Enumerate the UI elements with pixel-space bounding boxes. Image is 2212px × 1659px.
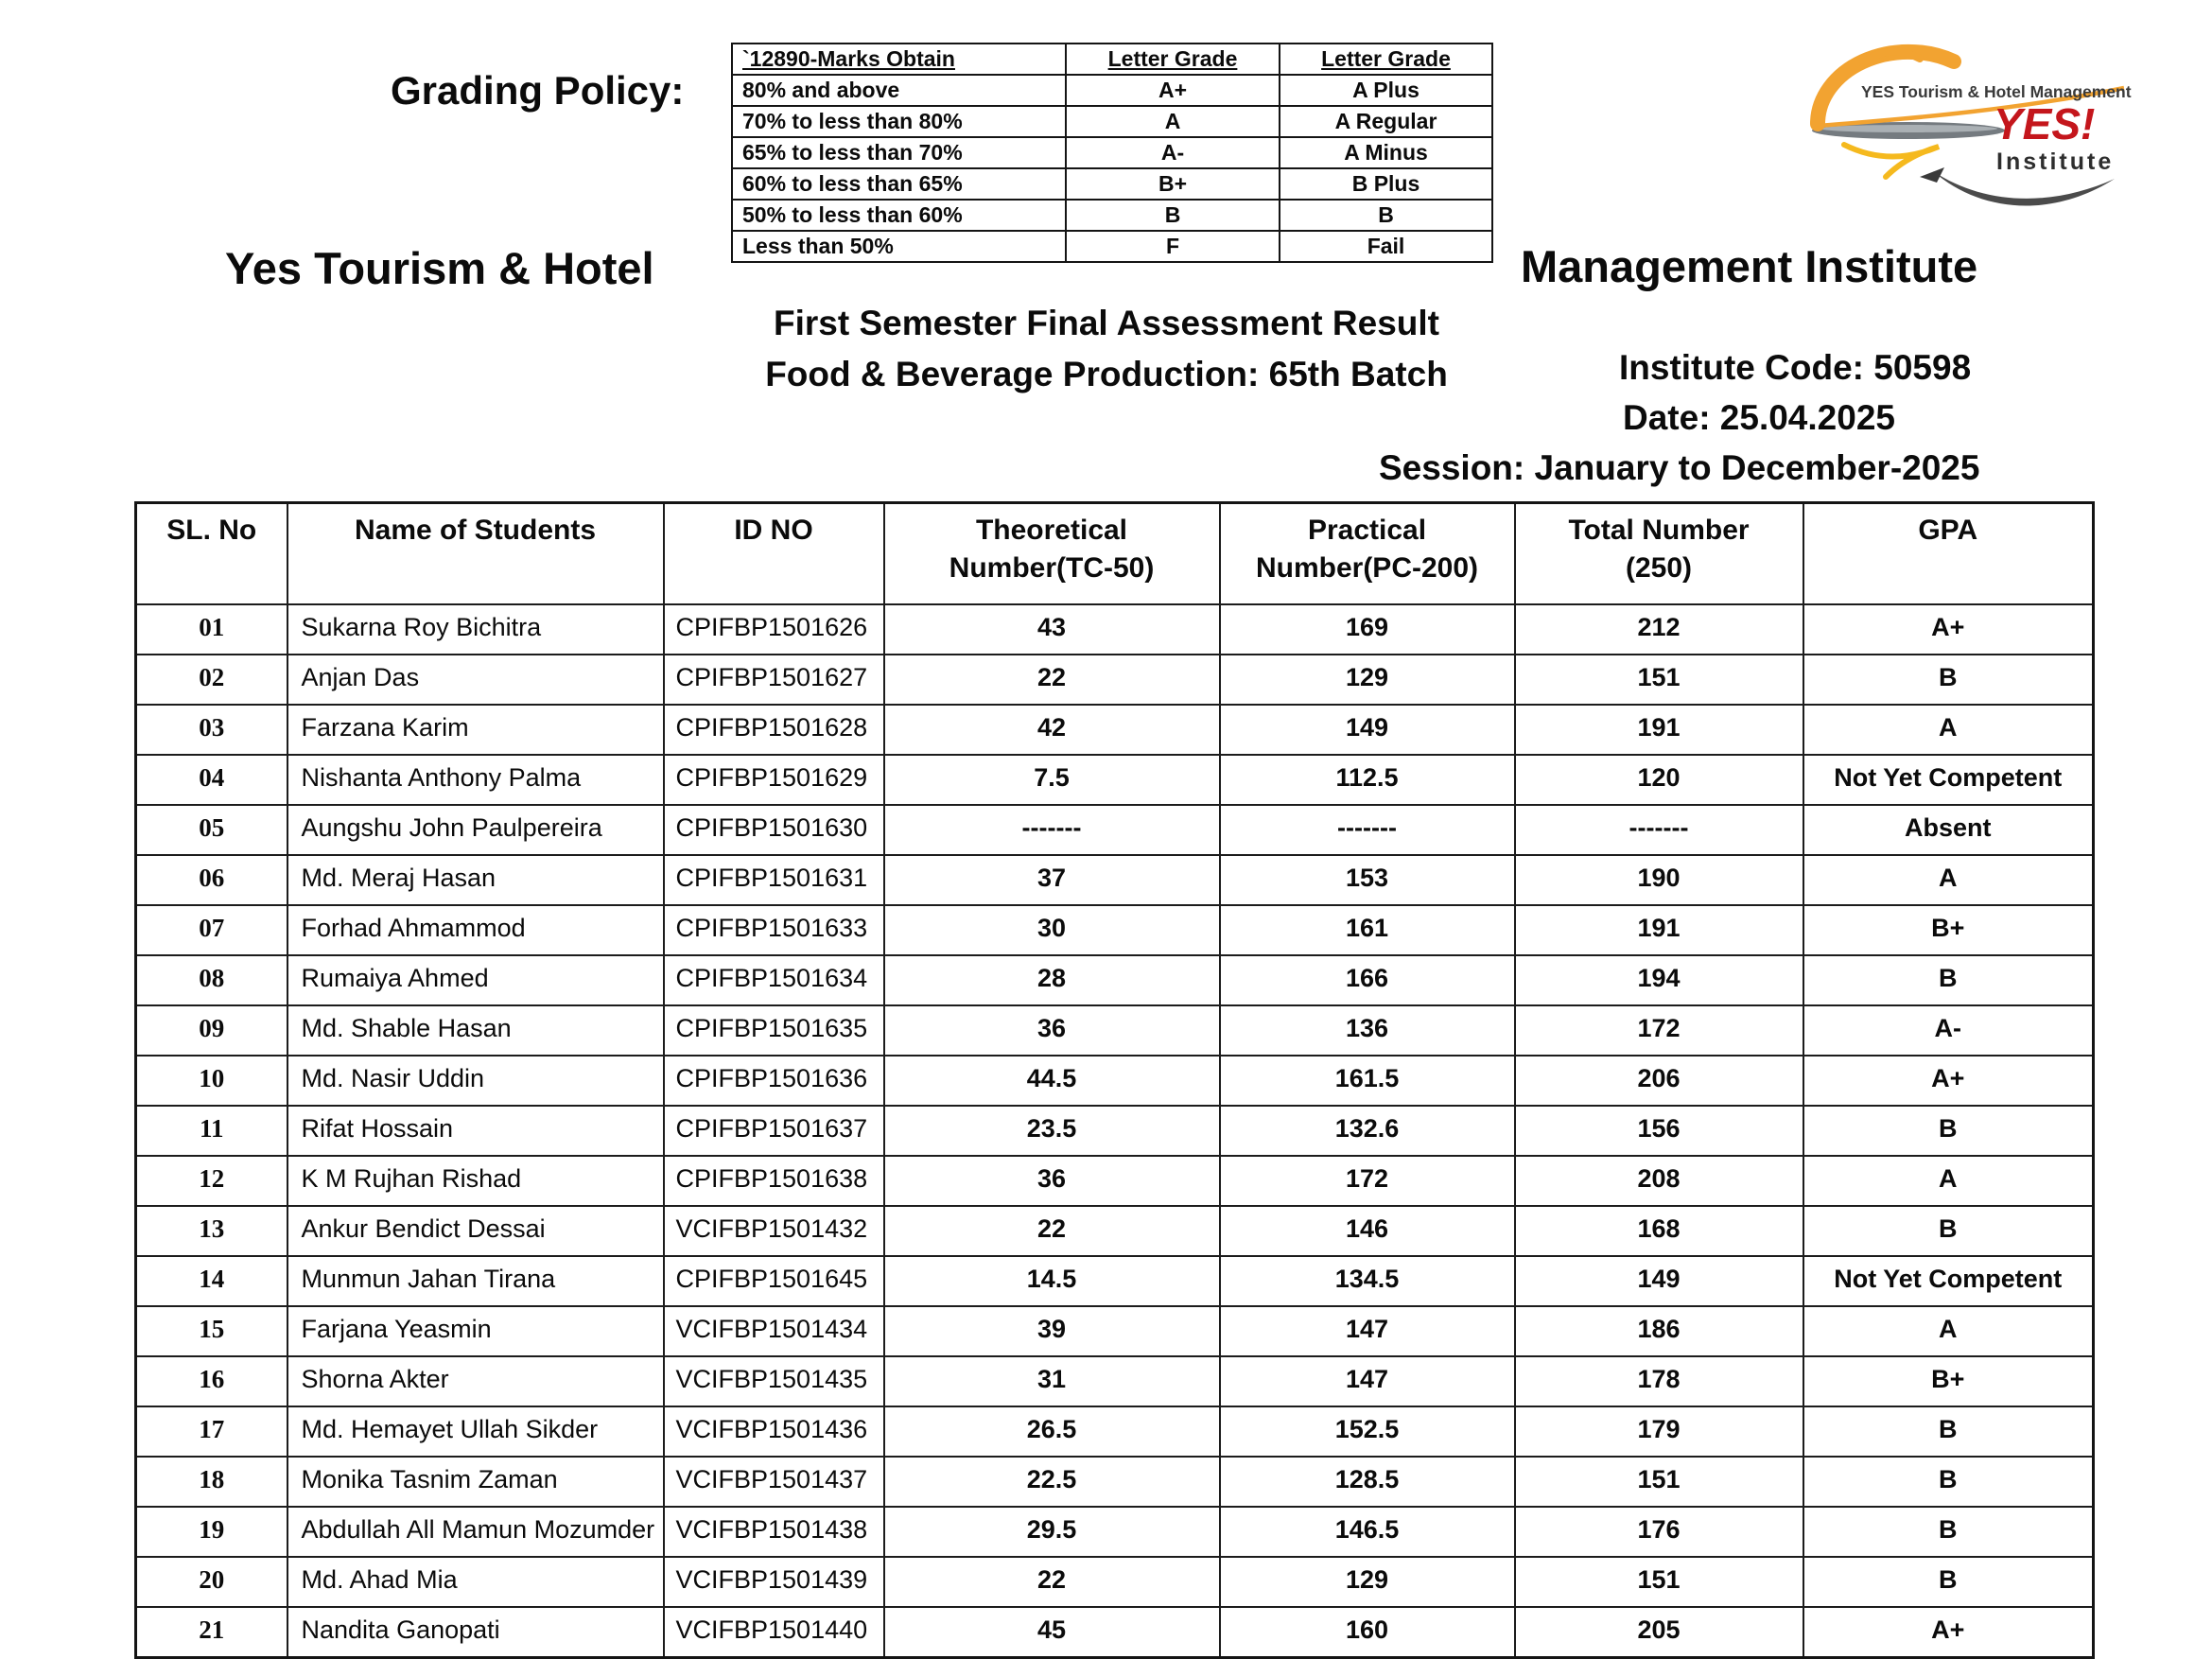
student-id-cell: VCIFBP1501439 bbox=[664, 1557, 884, 1607]
logo-fork-tip bbox=[1920, 167, 1944, 183]
student-name-cell: Rumaiya Ahmed bbox=[287, 955, 664, 1005]
table-row bbox=[136, 1507, 2094, 1557]
student-name-cell: Md. Meraj Hasan bbox=[287, 855, 664, 905]
student-id-cell: VCIFBP1501436 bbox=[664, 1406, 884, 1457]
gpa-cell: B bbox=[1803, 1457, 2094, 1507]
grade-word-cell: A Regular bbox=[1280, 106, 1492, 137]
table-row bbox=[136, 955, 2094, 1005]
student-id-cell: CPIFBP1501637 bbox=[664, 1106, 884, 1156]
gpa-cell: A bbox=[1803, 855, 2094, 905]
theoretical-cell: 36 bbox=[884, 1156, 1220, 1206]
total-cell: 206 bbox=[1515, 1056, 1803, 1106]
logo-plate-highlight bbox=[1820, 125, 1997, 132]
theoretical-cell: 29.5 bbox=[884, 1507, 1220, 1557]
sl-cell: 06 bbox=[136, 855, 287, 905]
student-name-cell: Munmun Jahan Tirana bbox=[287, 1256, 664, 1306]
student-name-cell: Md. Hemayet Ullah Sikder bbox=[287, 1406, 664, 1457]
practical-cell: 147 bbox=[1220, 1306, 1515, 1356]
grading-row bbox=[732, 231, 1492, 262]
grade-range-cell: 60% to less than 65% bbox=[732, 168, 1066, 200]
letter-grade-cell: A- bbox=[1066, 137, 1280, 168]
sl-cell: 14 bbox=[136, 1256, 287, 1306]
student-id-cell: VCIFBP1501438 bbox=[664, 1507, 884, 1557]
grading-row bbox=[732, 106, 1492, 137]
theoretical-cell: 43 bbox=[884, 604, 1220, 655]
theoretical-cell: 45 bbox=[884, 1607, 1220, 1658]
table-row bbox=[136, 805, 2094, 855]
student-id-cell: CPIFBP1501635 bbox=[664, 1005, 884, 1056]
total-cell: 205 bbox=[1515, 1607, 1803, 1658]
student-id-cell: VCIFBP1501437 bbox=[664, 1457, 884, 1507]
table-row bbox=[136, 755, 2094, 805]
table-row bbox=[136, 1356, 2094, 1406]
practical-cell: 153 bbox=[1220, 855, 1515, 905]
practical-cell: 129 bbox=[1220, 655, 1515, 705]
grade-word-cell: A Minus bbox=[1280, 137, 1492, 168]
grade-range-cell: 80% and above bbox=[732, 75, 1066, 106]
col-header-name: Name of Students bbox=[287, 503, 664, 605]
total-cell: 176 bbox=[1515, 1507, 1803, 1557]
sl-cell: 15 bbox=[136, 1306, 287, 1356]
practical-cell: 132.6 bbox=[1220, 1106, 1515, 1156]
practical-cell: 161.5 bbox=[1220, 1056, 1515, 1106]
total-cell: 191 bbox=[1515, 705, 1803, 755]
student-name-cell: Md. Nasir Uddin bbox=[287, 1056, 664, 1106]
student-id-cell: VCIFBP1501435 bbox=[664, 1356, 884, 1406]
student-name-cell: Forhad Ahmammod bbox=[287, 905, 664, 955]
sl-cell: 04 bbox=[136, 755, 287, 805]
practical-cell: 161 bbox=[1220, 905, 1515, 955]
col-header-sl-no: SL. No bbox=[136, 503, 287, 605]
student-name-cell: Farjana Yeasmin bbox=[287, 1306, 664, 1356]
practical-cell: 112.5 bbox=[1220, 755, 1515, 805]
sl-cell: 03 bbox=[136, 705, 287, 755]
theoretical-cell: 22 bbox=[884, 1557, 1220, 1607]
session-text: Session: January to December-2025 bbox=[1379, 448, 1980, 487]
grade-word-cell: Fail bbox=[1280, 231, 1492, 262]
gpa-cell: Absent bbox=[1803, 805, 2094, 855]
total-cell: 186 bbox=[1515, 1306, 1803, 1356]
results-table bbox=[134, 501, 2095, 1659]
grading-header-letter-grade: Letter Grade bbox=[1066, 44, 1280, 75]
grade-word-cell: B bbox=[1280, 200, 1492, 231]
table-row bbox=[136, 1256, 2094, 1306]
student-id-cell: CPIFBP1501634 bbox=[664, 955, 884, 1005]
student-name-cell: Nishanta Anthony Palma bbox=[287, 755, 664, 805]
student-name-cell: Abdullah All Mamun Mozumder bbox=[287, 1507, 664, 1557]
gpa-cell: A bbox=[1803, 1306, 2094, 1356]
theoretical-cell: ------- bbox=[884, 805, 1220, 855]
student-id-cell: CPIFBP1501626 bbox=[664, 604, 884, 655]
sl-cell: 07 bbox=[136, 905, 287, 955]
sl-cell: 19 bbox=[136, 1507, 287, 1557]
table-row bbox=[136, 1306, 2094, 1356]
student-name-cell: Aungshu John Paulpereira bbox=[287, 805, 664, 855]
total-cell: 120 bbox=[1515, 755, 1803, 805]
table-row bbox=[136, 1005, 2094, 1056]
grade-word-cell: B Plus bbox=[1280, 168, 1492, 200]
total-cell: 151 bbox=[1515, 655, 1803, 705]
practical-cell: 149 bbox=[1220, 705, 1515, 755]
student-id-cell: CPIFBP1501629 bbox=[664, 755, 884, 805]
student-id-cell: VCIFBP1501434 bbox=[664, 1306, 884, 1356]
theoretical-cell: 44.5 bbox=[884, 1056, 1220, 1106]
table-row bbox=[136, 705, 2094, 755]
result-date: Date: 25.04.2025 bbox=[1623, 398, 1895, 437]
sl-cell: 21 bbox=[136, 1607, 287, 1658]
gpa-cell: Not Yet Competent bbox=[1803, 1256, 2094, 1306]
theoretical-cell: 36 bbox=[884, 1005, 1220, 1056]
gpa-cell: B+ bbox=[1803, 905, 2094, 955]
theoretical-cell: 39 bbox=[884, 1306, 1220, 1356]
student-id-cell: CPIFBP1501638 bbox=[664, 1156, 884, 1206]
table-row bbox=[136, 1106, 2094, 1156]
logo-top-text: YES Tourism & Hotel Management bbox=[1861, 82, 2132, 101]
practical-cell: 129 bbox=[1220, 1557, 1515, 1607]
total-cell: 149 bbox=[1515, 1256, 1803, 1306]
theoretical-cell: 37 bbox=[884, 855, 1220, 905]
student-id-cell: CPIFBP1501631 bbox=[664, 855, 884, 905]
theoretical-cell: 22 bbox=[884, 1206, 1220, 1256]
institute-title-right: Management Institute bbox=[1521, 241, 1978, 291]
table-row bbox=[136, 655, 2094, 705]
logo-institute-text: Institute bbox=[1996, 148, 2115, 175]
grade-range-cell: Less than 50% bbox=[732, 231, 1066, 262]
results-header-row bbox=[136, 503, 2094, 605]
total-cell: 212 bbox=[1515, 604, 1803, 655]
total-cell: 190 bbox=[1515, 855, 1803, 905]
gpa-cell: B bbox=[1803, 1507, 2094, 1557]
table-row bbox=[136, 1056, 2094, 1106]
letter-grade-cell: B bbox=[1066, 200, 1280, 231]
student-name-cell: Monika Tasnim Zaman bbox=[287, 1457, 664, 1507]
assessment-title: First Semester Final Assessment Result bbox=[774, 304, 1439, 342]
theoretical-cell: 22 bbox=[884, 655, 1220, 705]
subtitle-block bbox=[605, 298, 1608, 400]
student-id-cell: CPIFBP1501633 bbox=[664, 905, 884, 955]
theoretical-cell: 22.5 bbox=[884, 1457, 1220, 1507]
practical-cell: 172 bbox=[1220, 1156, 1515, 1206]
sl-cell: 16 bbox=[136, 1356, 287, 1406]
practical-cell: 160 bbox=[1220, 1607, 1515, 1658]
letter-grade-cell: F bbox=[1066, 231, 1280, 262]
practical-cell: 136 bbox=[1220, 1005, 1515, 1056]
table-row bbox=[136, 1557, 2094, 1607]
sl-cell: 09 bbox=[136, 1005, 287, 1056]
practical-cell: ------- bbox=[1220, 805, 1515, 855]
table-row bbox=[136, 855, 2094, 905]
total-cell: 194 bbox=[1515, 955, 1803, 1005]
gpa-cell: Not Yet Competent bbox=[1803, 755, 2094, 805]
gpa-cell: A+ bbox=[1803, 604, 2094, 655]
practical-cell: 147 bbox=[1220, 1356, 1515, 1406]
grading-policy-table bbox=[731, 43, 1493, 263]
gpa-cell: A- bbox=[1803, 1005, 2094, 1056]
student-name-cell: Sukarna Roy Bichitra bbox=[287, 604, 664, 655]
practical-cell: 146.5 bbox=[1220, 1507, 1515, 1557]
student-id-cell: CPIFBP1501645 bbox=[664, 1256, 884, 1306]
student-name-cell: Md. Shable Hasan bbox=[287, 1005, 664, 1056]
logo-yellow-squiggle bbox=[1844, 145, 1939, 177]
student-name-cell: Anjan Das bbox=[287, 655, 664, 705]
sl-cell: 18 bbox=[136, 1457, 287, 1507]
table-row bbox=[136, 905, 2094, 955]
theoretical-cell: 42 bbox=[884, 705, 1220, 755]
student-id-cell: VCIFBP1501440 bbox=[664, 1607, 884, 1658]
institute-logo bbox=[1795, 33, 2145, 199]
total-cell: 208 bbox=[1515, 1156, 1803, 1206]
grading-row bbox=[732, 137, 1492, 168]
student-name-cell: Farzana Karim bbox=[287, 705, 664, 755]
grade-range-cell: 50% to less than 60% bbox=[732, 200, 1066, 231]
institute-title-left: Yes Tourism & Hotel bbox=[225, 243, 654, 293]
grading-header-marks: `12890-Marks Obtain bbox=[732, 44, 1066, 75]
gpa-cell: A bbox=[1803, 705, 2094, 755]
theoretical-cell: 31 bbox=[884, 1356, 1220, 1406]
sl-cell: 08 bbox=[136, 955, 287, 1005]
grading-row bbox=[732, 200, 1492, 231]
sl-cell: 11 bbox=[136, 1106, 287, 1156]
student-name-cell: Rifat Hossain bbox=[287, 1106, 664, 1156]
student-id-cell: CPIFBP1501630 bbox=[664, 805, 884, 855]
total-cell: 156 bbox=[1515, 1106, 1803, 1156]
sl-cell: 12 bbox=[136, 1156, 287, 1206]
student-id-cell: VCIFBP1501432 bbox=[664, 1206, 884, 1256]
table-row bbox=[136, 1206, 2094, 1256]
table-row bbox=[136, 1457, 2094, 1507]
theoretical-cell: 26.5 bbox=[884, 1406, 1220, 1457]
table-row bbox=[136, 604, 2094, 655]
gpa-cell: A+ bbox=[1803, 1056, 2094, 1106]
grading-policy-label: Grading Policy: bbox=[391, 68, 685, 113]
total-cell: 151 bbox=[1515, 1457, 1803, 1507]
col-header-gpa: GPA bbox=[1803, 503, 2094, 605]
student-id-cell: CPIFBP1501627 bbox=[664, 655, 884, 705]
total-cell: 151 bbox=[1515, 1557, 1803, 1607]
student-name-cell: Shorna Akter bbox=[287, 1356, 664, 1406]
table-row bbox=[136, 1406, 2094, 1457]
table-row bbox=[136, 1156, 2094, 1206]
student-name-cell: K M Rujhan Rishad bbox=[287, 1156, 664, 1206]
grading-header-row bbox=[732, 44, 1492, 75]
col-header-total: Total Number (250) bbox=[1515, 503, 1803, 605]
sl-cell: 05 bbox=[136, 805, 287, 855]
practical-cell: 134.5 bbox=[1220, 1256, 1515, 1306]
letter-grade-cell: B+ bbox=[1066, 168, 1280, 200]
student-name-cell: Nandita Ganopati bbox=[287, 1607, 664, 1658]
theoretical-cell: 14.5 bbox=[884, 1256, 1220, 1306]
sl-cell: 10 bbox=[136, 1056, 287, 1106]
sl-cell: 20 bbox=[136, 1557, 287, 1607]
grade-word-cell: A Plus bbox=[1280, 75, 1492, 106]
sl-cell: 02 bbox=[136, 655, 287, 705]
grading-header-letter-grade-word: Letter Grade bbox=[1280, 44, 1492, 75]
grade-range-cell: 65% to less than 70% bbox=[732, 137, 1066, 168]
theoretical-cell: 30 bbox=[884, 905, 1220, 955]
col-header-practical: Practical Number(PC-200) bbox=[1220, 503, 1515, 605]
total-cell: 179 bbox=[1515, 1406, 1803, 1457]
practical-cell: 146 bbox=[1220, 1206, 1515, 1256]
letter-grade-cell: A bbox=[1066, 106, 1280, 137]
sl-cell: 01 bbox=[136, 604, 287, 655]
student-id-cell: CPIFBP1501628 bbox=[664, 705, 884, 755]
logo-dark-swoosh bbox=[1933, 171, 2115, 205]
grading-row bbox=[732, 75, 1492, 106]
gpa-cell: A+ bbox=[1803, 1607, 2094, 1658]
total-cell: 178 bbox=[1515, 1356, 1803, 1406]
gpa-cell: B bbox=[1803, 955, 2094, 1005]
practical-cell: 152.5 bbox=[1220, 1406, 1515, 1457]
logo-yes-text: YES! bbox=[1994, 99, 2096, 148]
col-header-id: ID NO bbox=[664, 503, 884, 605]
grade-range-cell: 70% to less than 80% bbox=[732, 106, 1066, 137]
total-cell: 191 bbox=[1515, 905, 1803, 955]
table-row bbox=[136, 1607, 2094, 1658]
total-cell: 172 bbox=[1515, 1005, 1803, 1056]
student-name-cell: Md. Ahad Mia bbox=[287, 1557, 664, 1607]
col-header-theoretical: Theoretical Number(TC-50) bbox=[884, 503, 1220, 605]
gpa-cell: B bbox=[1803, 1557, 2094, 1607]
gpa-cell: A bbox=[1803, 1156, 2094, 1206]
batch-title: Food & Beverage Production: 65th Batch bbox=[765, 355, 1448, 393]
gpa-cell: B+ bbox=[1803, 1356, 2094, 1406]
practical-cell: 169 bbox=[1220, 604, 1515, 655]
gpa-cell: B bbox=[1803, 1206, 2094, 1256]
institute-code: Institute Code: 50598 bbox=[1619, 348, 1972, 387]
practical-cell: 166 bbox=[1220, 955, 1515, 1005]
grading-row bbox=[732, 168, 1492, 200]
gpa-cell: B bbox=[1803, 1106, 2094, 1156]
sl-cell: 13 bbox=[136, 1206, 287, 1256]
theoretical-cell: 23.5 bbox=[884, 1106, 1220, 1156]
letter-grade-cell: A+ bbox=[1066, 75, 1280, 106]
gpa-cell: B bbox=[1803, 1406, 2094, 1457]
total-cell: ------- bbox=[1515, 805, 1803, 855]
student-name-cell: Ankur Bendict Dessai bbox=[287, 1206, 664, 1256]
gpa-cell: B bbox=[1803, 655, 2094, 705]
sl-cell: 17 bbox=[136, 1406, 287, 1457]
total-cell: 168 bbox=[1515, 1206, 1803, 1256]
practical-cell: 128.5 bbox=[1220, 1457, 1515, 1507]
theoretical-cell: 7.5 bbox=[884, 755, 1220, 805]
theoretical-cell: 28 bbox=[884, 955, 1220, 1005]
student-id-cell: CPIFBP1501636 bbox=[664, 1056, 884, 1106]
